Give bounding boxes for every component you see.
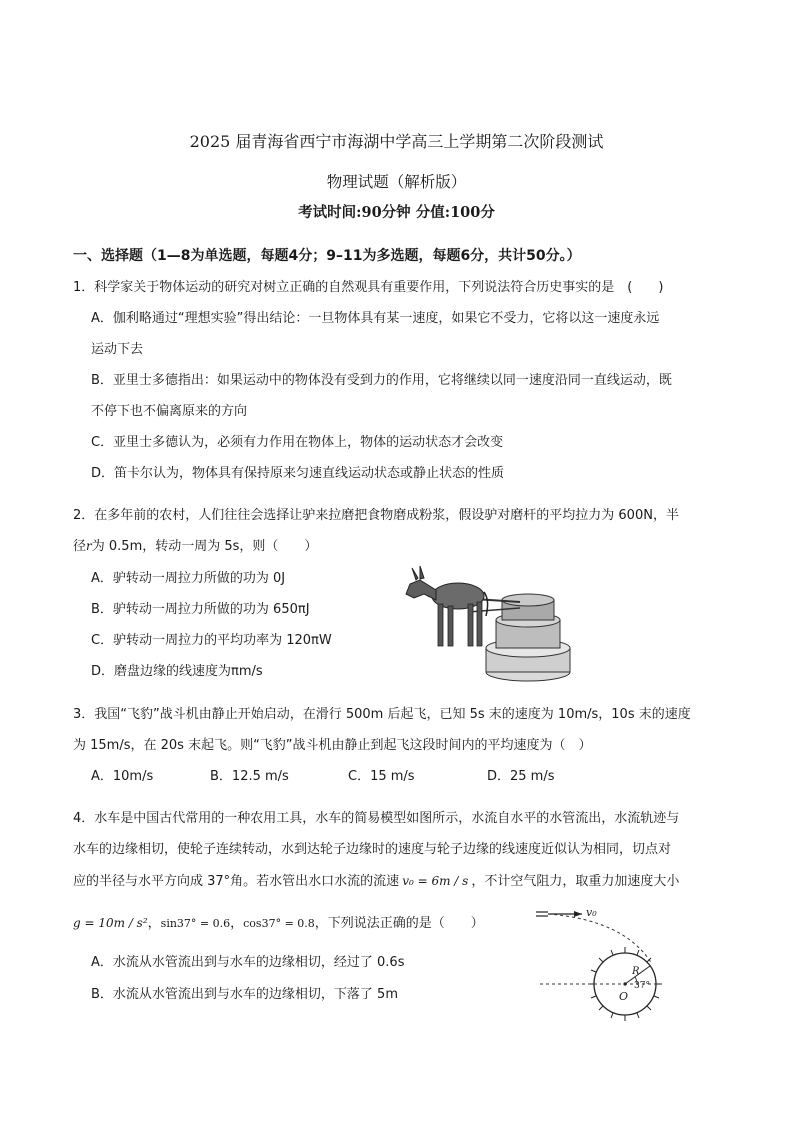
stem-text: ，下列说法正确的是（ ） [314,916,484,931]
option-b: B．水流从水管流出到与水车的边缘相切，下落了 5m [91,987,398,1002]
donkey-mill-illustration [398,560,573,688]
question-stem: 4．水车是中国古代常用的一种农用工具，水车的简易模型如图所示，水流自水平的水管流出，水流轨迹与 [73,811,680,826]
stem-text: 应的半径与水平方向成 37°角。若水管出水口水流的流速 [73,874,400,889]
option-d: D．笛卡尔认为，物体具有保持原来匀速直线运动状态或静止状态的性质 [91,466,505,481]
label-angle: 37° [634,981,650,991]
option-c: C．亚里士多德认为，必须有力作用在物体上，物体的运动状态才会改变 [91,435,504,450]
option-a-cont: 运动下去 [91,342,144,357]
option-c: C．15 m/s [348,769,415,784]
option-d: D．25 m/s [487,769,555,784]
option-b: B．驴转动一周拉力所做的功为 650πJ [91,602,310,617]
option-b: B．亚里士多德指出：如果运动中的物体没有受到力的作用，它将继续以同一速度沿同一直线运动，既 [91,373,672,388]
question-stem: 3．我国“飞豹”战斗机由静止开始启动，在滑行 500m 后起飞，已知 5s 末的速度为 10m/s，10s 末的速度 [73,707,691,722]
option-d: D．磨盘边缘的线速度为πm/s [91,664,263,679]
stem-text: 为 0.5m，转动一周为 5s，则（ ） [91,539,318,554]
formula-v0: v₀ = 6m / s [402,874,469,888]
option-a: A．伽利略通过“理想实验”得出结论：一旦物体具有某一速度，如果它不受力，它将以这一速度永远 [91,311,660,326]
formula-g: g = 10m / s² [73,916,148,930]
waterwheel-diagram [530,902,680,1027]
option-a: A．10m/s [91,769,154,784]
label-O: O [619,990,629,1003]
formula-cos: cos37° = 0.8 [243,917,315,930]
exam-info: 考试时间:90分钟 分值:100分 [298,204,495,221]
question-stem-cont: g = 10m / s²，sin37° = 0.6，cos37° = 0.8，下列说法正确的是（ ） [73,916,484,931]
question-stem: 1．科学家关于物体运动的研究对树立正确的自然观具有重要作用，下列说法符合历史事实的是 ( ) [73,280,664,295]
option-c: C．驴转动一周拉力的平均功率为 120πW [91,633,332,648]
question-stem-cont [73,870,679,889]
page-subtitle: 物理试题（解析版） [326,173,467,191]
label-R: R [632,966,640,977]
option-b-cont: 不停下也不偏离原来的方向 [91,404,248,419]
option-b: B．12.5 m/s [210,769,289,784]
question-stem-cont: 水车的边缘相切，使轮子连续转动，水到达轮子边缘时的速度与轮子边缘的线速度近似认为相同，切点对 [73,842,672,857]
question-stem-cont [73,535,317,554]
stem-text: 径 [73,539,87,554]
stem-text: ，不计空气阻力，取重力加速度大小 [471,874,680,889]
question-stem-cont: 为 15m/s，在 20s 末起飞。则“飞豹”战斗机由静止到起飞这段时间内的平均速度为（ ） [73,738,592,753]
variable-r: r [86,539,92,553]
label-v0: v₀ [586,906,597,919]
page-title: 2025 届青海省西宁市海湖中学高三上学期第二次阶段测试 [189,132,604,151]
option-a: A．水流从水管流出到与水车的边缘相切，经过了 0.6s [91,955,405,970]
section-heading: 一、选择题（1—8为单选题，每题4分；9–11为多选题，每题6分，共计50分。） [73,248,581,264]
formula-sin: sin37° = 0.6 [160,917,231,930]
option-a: A．驴转动一周拉力所做的功为 0J [91,571,286,586]
question-stem: 2．在多年前的农村，人们往往会选择让驴来拉磨把食物磨成粉浆，假设驴对磨杆的平均拉力为 600N，半 [73,508,679,523]
